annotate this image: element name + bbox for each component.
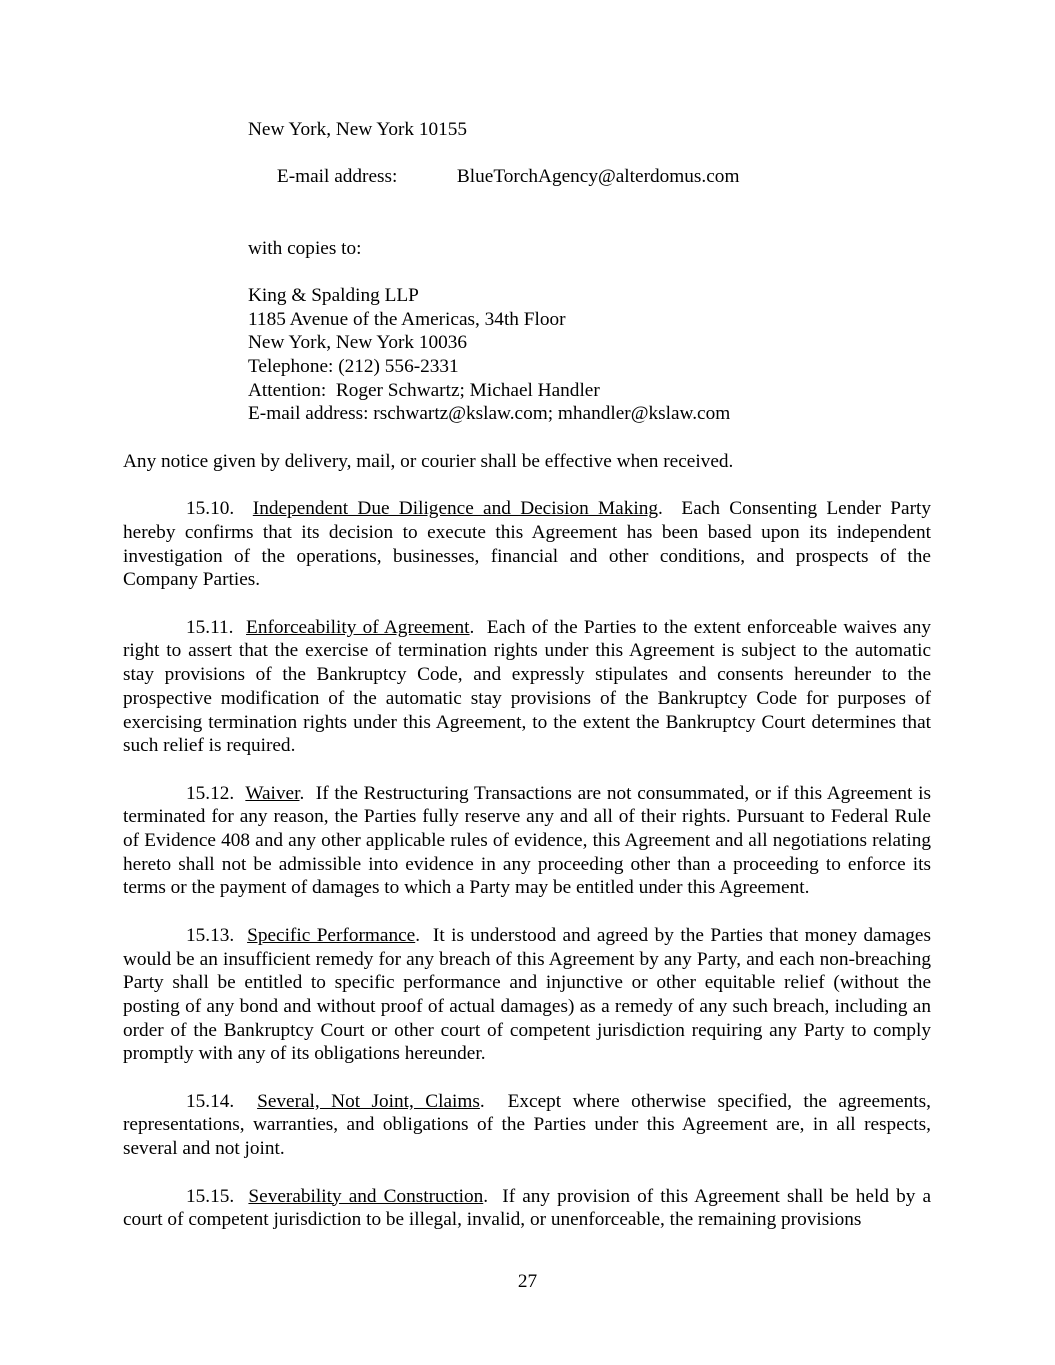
section-body: . It is understood and agreed by the Parties that money damages would be an insufficient remedy for any breach of this Agreement by any Party, and each non-breaching Party shall be entitled to specific performance and injunctive or other equitable relief (without the posting of any bond and without proof of actual damages) as a remedy of any such breach, including an order of the Bankruptcy Court or other court of competent jurisdiction requiring any Party to comply promptly with any of its obligations hereunder.: [123, 924, 931, 1065]
address-city-line: New York, New York 10155: [248, 119, 468, 140]
section-paragraph-15-15: [123, 1185, 931, 1232]
section-body: . If the Restructuring Transactions are not consummated, or if this Agreement is terminated for any reason, the Parties fully reserve any and all of their rights. Pursuant to Federal Rule of Evidence 408 and any other applicable rules of evidence, this Agreement and all negotiations relating hereto shall not be admissible into evidence in any proceeding other than a proceeding to enforce its terms or the payment of damages to which a Party may be entitled under this Agreement.: [123, 782, 931, 899]
firm-telephone-line: Telephone: (212) 556-2331: [248, 356, 459, 377]
address-email-line: [248, 142, 931, 213]
section-number: 15.10.: [186, 498, 253, 520]
firm-attention-line: Attention: Roger Schwartz; Michael Handler: [248, 379, 600, 401]
section-heading: Specific Performance: [247, 924, 416, 946]
section-paragraph-15-12: [123, 782, 931, 901]
copies-label: with copies to:: [248, 237, 362, 259]
notice-address-block: [248, 118, 931, 426]
section-heading: Waiver: [245, 782, 300, 804]
firm-name-line: King & Spalding LLP: [248, 284, 419, 306]
section-body: . If any provision of this Agreement shall be held by a court of competent jurisdiction to be illegal, invalid, or unenforceable, the remaining provisions: [123, 1185, 932, 1231]
section-paragraph-15-10: [123, 497, 931, 592]
section-number: 15.13.: [186, 924, 248, 946]
section-paragraph-15-11: [123, 616, 931, 758]
section-paragraph-15-13: [123, 924, 931, 1066]
notice-effect-paragraph: Any notice given by delivery, mail, or courier shall be effective when received.: [123, 450, 734, 472]
email-value: BlueTorchAgency@alterdomus.com: [456, 166, 740, 188]
section-number: 15.14.: [186, 1090, 258, 1112]
email-label: E-mail address:: [276, 166, 398, 188]
blank-line: [248, 213, 931, 237]
firm-street-line: 1185 Avenue of the Americas, 34th Floor: [248, 308, 566, 330]
firm-city-line: New York, New York 10036: [248, 332, 468, 354]
section-body: . Each of the Parties to the extent enforceable waives any right to assert that the exercise of termination rights under this Agreement is subject to the automatic stay provisions of the Bankruptcy Code, and expressly stipulates and consents hereunder to the prospective modification of the automatic stay provisions of the Bankruptcy Code for purposes of exercising termination rights under this Agreement, to the extent the Bankruptcy Court determines that such relief is required.: [123, 616, 931, 757]
section-heading: Severability and Construction: [248, 1185, 484, 1207]
firm-email-line: E-mail address: rschwartz@kslaw.com; mhandler@kslaw.com: [248, 403, 731, 425]
section-body: . Except where otherwise specified, the agreements, representations, warranties, and obligations of the Parties under this Agreement are, in all respects, several and not joint.: [123, 1090, 931, 1160]
section-heading: Independent Due Diligence and Decision Making: [252, 498, 659, 520]
section-number: 15.11.: [186, 616, 247, 638]
section-number: 15.12.: [186, 782, 246, 804]
blank-line: [248, 260, 931, 284]
section-body: . Each Consenting Lender Party hereby confirms that its decision to execute this Agreement has been based upon its independent investigation of the operations, businesses, financial and other conditions, and prospects of the Company Parties.: [123, 498, 931, 591]
section-number: 15.15.: [186, 1185, 249, 1207]
page-number: 27: [517, 1271, 538, 1292]
section-paragraph-15-14: [123, 1090, 931, 1161]
section-heading: Several, Not Joint, Claims: [257, 1090, 480, 1112]
section-heading: Enforceability of Agreement: [246, 616, 470, 638]
